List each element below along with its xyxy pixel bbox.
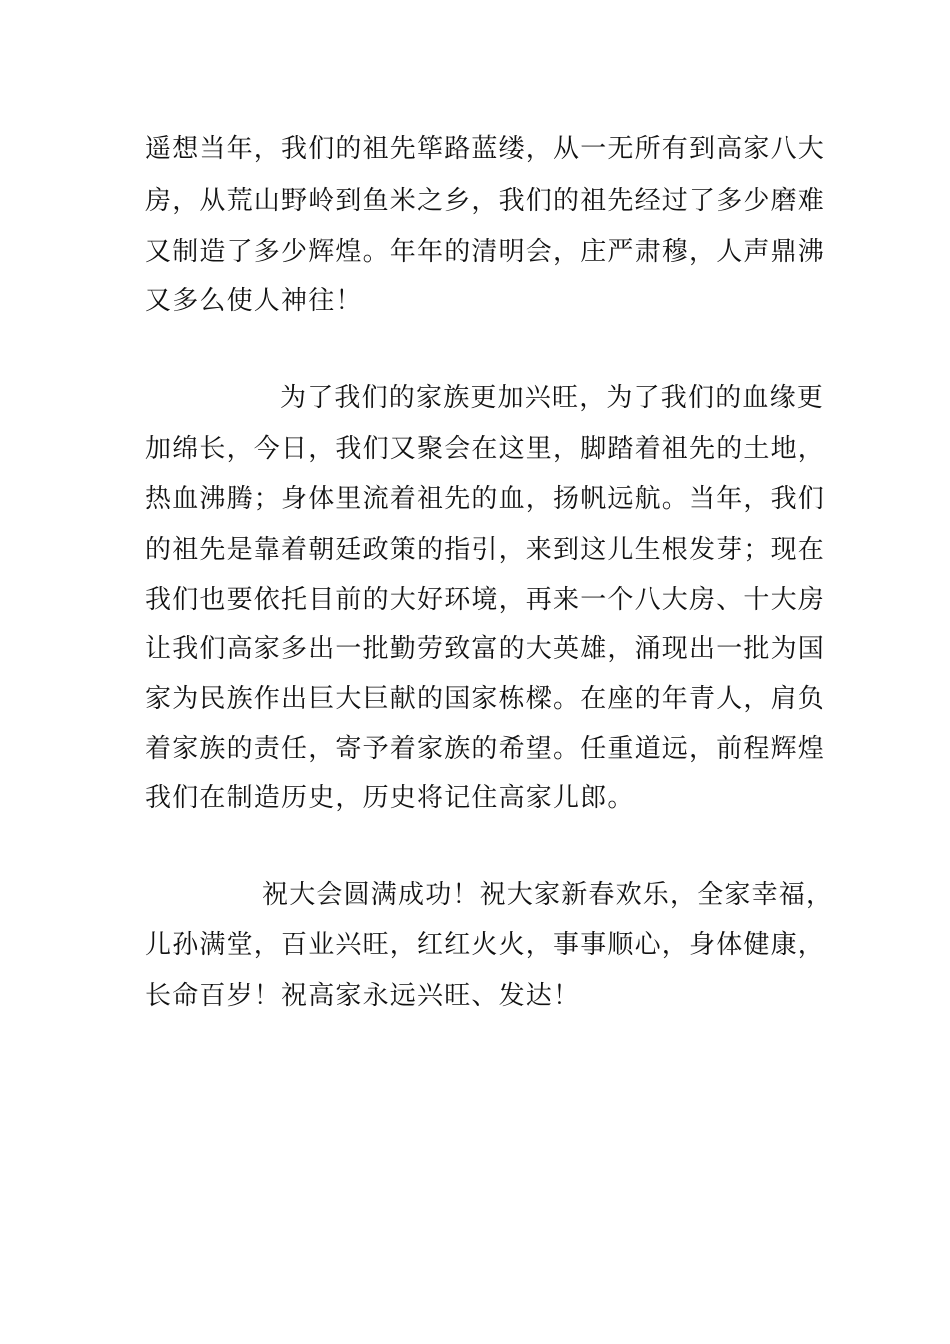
paragraph-2-line-8: 着家族的责任，寄予着家族的希望。任重道远，前程辉煌 [145, 734, 826, 764]
paragraph-2-line-3: 热血沸腾；身体里流着祖先的血，扬帆远航。当年，我们 [145, 484, 826, 514]
paragraph-1-line-4: 又多么使人神往！ [145, 286, 363, 316]
paragraph-2-line-1: 为了我们的家族更加兴旺，为了我们的血缘更 [280, 383, 825, 413]
paragraph-3-line-3: 长命百岁！祝高家永远兴旺、发达！ [145, 981, 581, 1011]
paragraph-1-line-2: 房，从荒山野岭到鱼米之乡，我们的祖先经过了多少磨难 [145, 186, 826, 216]
paragraph-2-line-2: 加绵长，今日，我们又聚会在这里，脚踏着祖先的土地， [145, 434, 826, 464]
paragraph-2-line-7: 家为民族作出巨大巨献的国家栋樑。在座的年青人，肩负 [145, 684, 826, 714]
paragraph-2-line-6: 让我们高家多出一批勤劳致富的大英雄，涌现出一批为国 [145, 634, 826, 664]
paragraph-3-line-2: 儿孙满堂，百业兴旺，红红火火，事事顺心，身体健康， [145, 930, 826, 960]
paragraph-2-line-4: 的祖先是靠着朝廷政策的指引，来到这儿生根发芽；现在 [145, 535, 826, 565]
paragraph-1-line-1: 遥想当年，我们的祖先筚路蓝缕，从一无所有到高家八大 [145, 134, 826, 164]
paragraph-2-line-5: 我们也要依托目前的大好环境，再来一个八大房、十大房 [145, 585, 826, 615]
paragraph-1-line-3: 又制造了多少辉煌。年年的清明会，庄严肃穆，人声鼎沸 [145, 237, 826, 267]
paragraph-2-line-9: 我们在制造历史，历史将记住高家儿郎。 [145, 783, 635, 813]
paragraph-3-line-1: 祝大会圆满成功！祝大家新春欢乐，全家幸福， [262, 880, 834, 910]
